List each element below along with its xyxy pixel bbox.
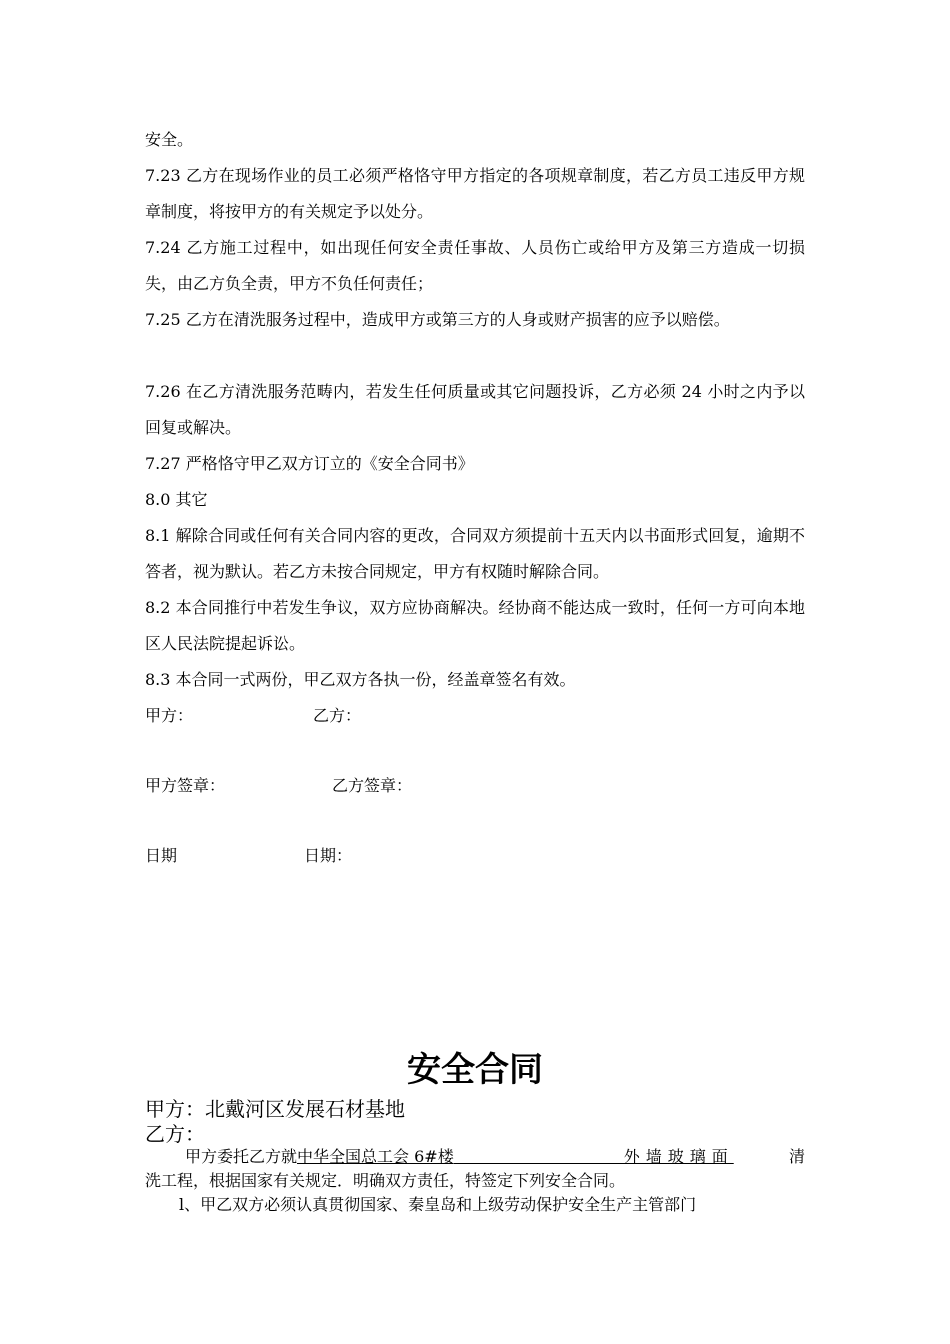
section-8-heading: 8.0 其它 [145, 490, 208, 509]
date-b-label: 日期： [304, 846, 353, 865]
intro-end: 清 [788, 1147, 805, 1166]
intro-line-1 [145, 1145, 805, 1169]
clause-7-25: 7.25 乙方在清洗服务过程中，造成甲方或第三方的人身或财产损害的应予以赔偿。 [145, 310, 730, 329]
contract2-intro [145, 1145, 805, 1217]
party-a-label: 甲方： [145, 706, 194, 725]
party-b-label: 乙方： [313, 706, 362, 725]
clause-7-24: 7.24 乙方施工过程中，如出现任何安全责任事故、人员伤亡或给甲方及第三方造成一切损失，由乙方负全责，甲方不负任何责任； [145, 238, 805, 293]
contract2-party-b: 乙方： [145, 1122, 205, 1146]
contract-title: 安全合同 [407, 1050, 543, 1090]
intro-line-2: 洗工程，根据国家有关规定．明确双方责任，特签定下列安全合同。 [145, 1171, 626, 1190]
intro-work: 外墙玻璃面 [623, 1147, 734, 1166]
clause-8-3: 8.3 本合同一式两份，甲乙双方各执一份，经盖章签名有效。 [145, 670, 576, 689]
contract2-party-a: 甲方：北戴河区发展石材基地 [145, 1097, 405, 1121]
item-1: l、甲乙双方必须认真贯彻国家、秦皇岛和上级劳动保护安全生产主管部门 [179, 1195, 697, 1214]
date-a-label: 日期 [145, 846, 178, 865]
clause-7-27: 7.27 严格恪守甲乙双方订立的《安全合同书》 [145, 454, 474, 473]
seal-a-label: 甲方签章： [145, 776, 226, 795]
intro-blank-line [454, 1145, 624, 1164]
clause-8-2: 8.2 本合同推行中若发生争议，双方应协商解决。经协商不能达成一致时，任何一方可向本地区人民法院提起诉讼。 [145, 598, 805, 653]
clause-8-1: 8.1 解除合同或任何有关合同内容的更改，合同双方须提前十五天内以书面形式回复，逾期不答者，视为默认。若乙方未按合同规定，甲方有权随时解除合同。 [145, 526, 805, 581]
clause-7-23: 7.23 乙方在现场作业的员工必须严格恪守甲方指定的各项规章制度，若乙方员工违反甲方规章制度，将按甲方的有关规定予以处分。 [145, 166, 805, 221]
seal-b-label: 乙方签章： [332, 776, 413, 795]
clause-7-26: 7.26 在乙方清洗服务范畴内，若发生任何质量或其它问题投诉，乙方必须 24 小时之内予以回复或解决。 [145, 382, 805, 437]
intro-project: 中华全国总工会 6#楼 [297, 1147, 454, 1166]
clause-continuation: 安全。 [145, 130, 194, 149]
intro-prefix: 甲方委托乙方就 [185, 1147, 298, 1166]
